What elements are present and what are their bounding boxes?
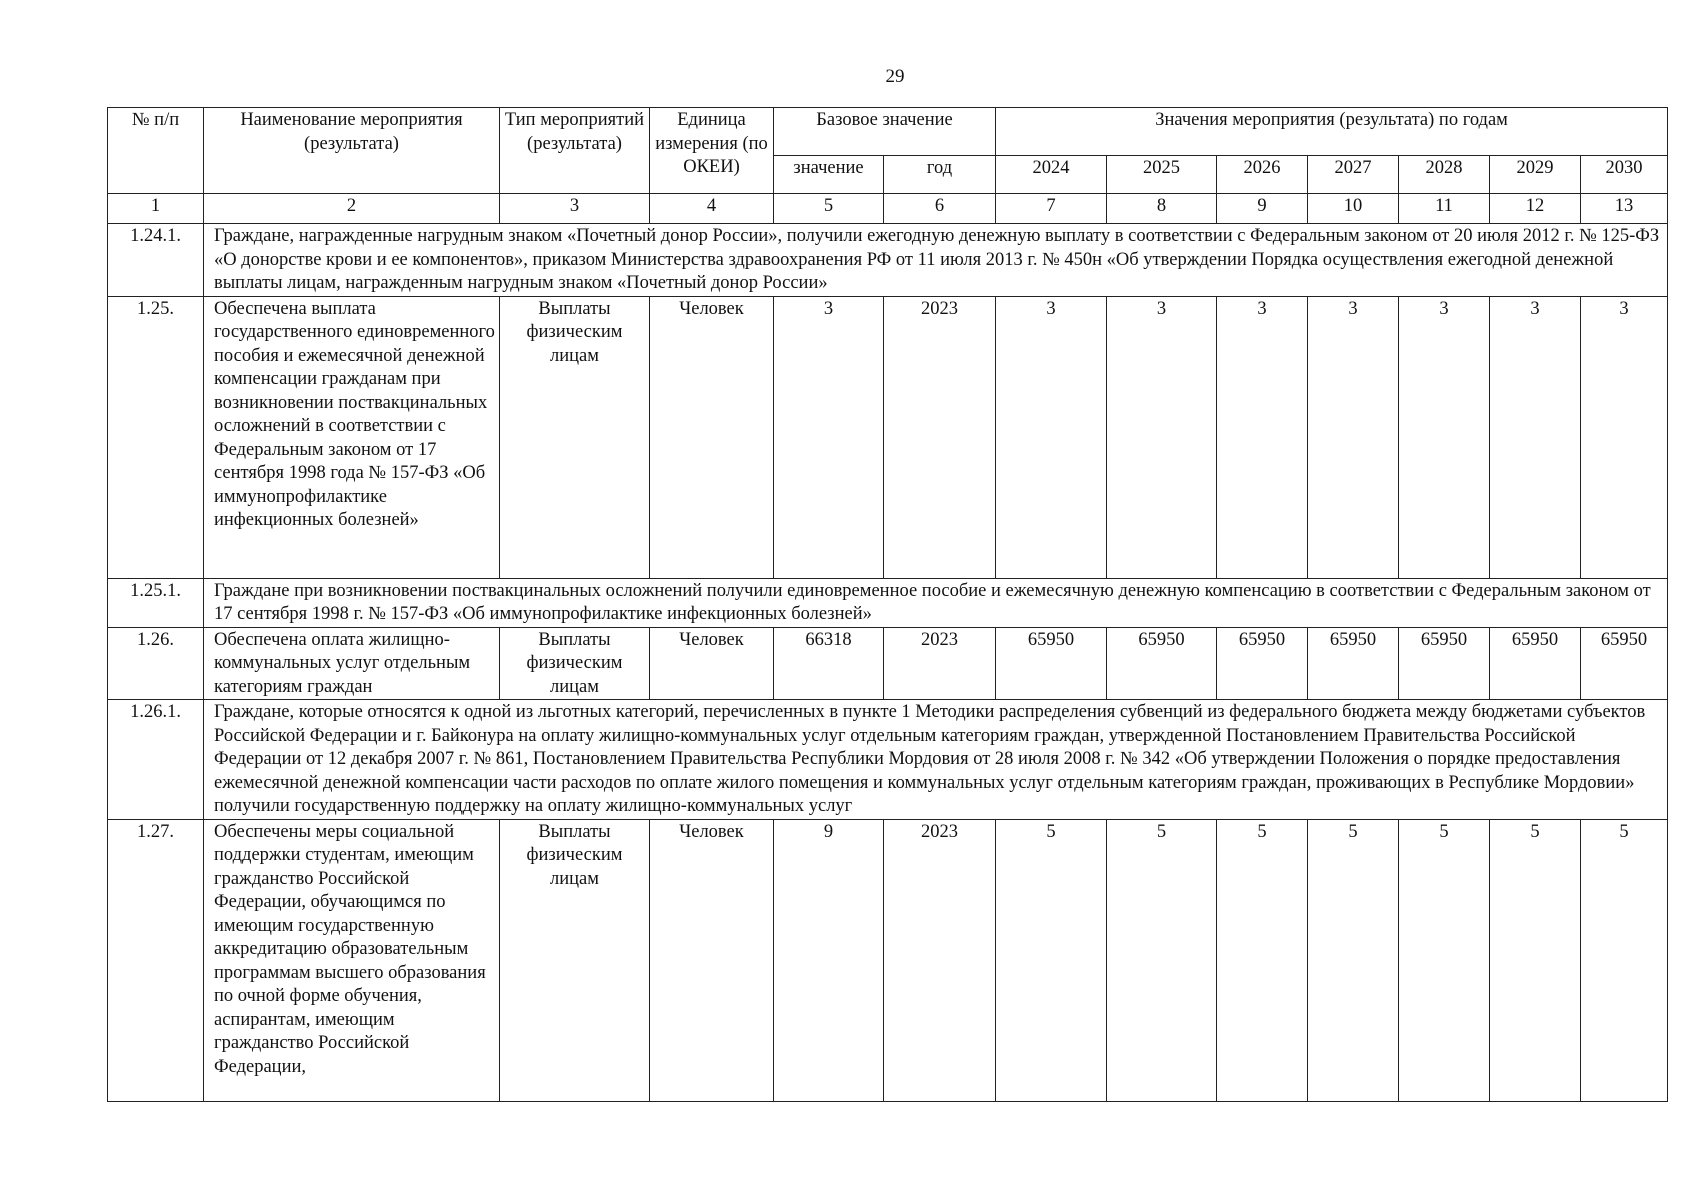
column-number: 7	[996, 194, 1107, 224]
base-value: 66318	[774, 627, 884, 700]
header-year: 2030	[1581, 156, 1668, 194]
column-number: 12	[1490, 194, 1581, 224]
year-value: 5	[1399, 819, 1490, 1101]
row-number: 1.25.	[108, 296, 204, 578]
measure-type: Выплаты физическим лицам	[500, 819, 650, 1101]
year-value: 3	[1107, 296, 1217, 578]
row-number: 1.26.	[108, 627, 204, 700]
column-number: 9	[1217, 194, 1308, 224]
result-description: Граждане, которые относятся к одной из льготных категорий, перечисленных в пункте 1 Методики распределения субвенций из федерального бюджета между бюджетами субъектов Российской Федерации и г. Байконура на оплату жилищно-коммунальных услуг отдельным категориям граждан, утвержденной Постановлением Правительства Российской Федерации от 12 декабря 2007 г. № 861, Постановлением Правительства Республики Мордовия от 28 июля 2008 г. № 342 «Об утверждении Положения о порядке предоставления ежемесячной денежной компенсации части расходов по оплате жилого помещения и коммунальных услуг отдельным категориям граждан, проживающих в Республике Мордовии» получили государственную поддержку на оплату жилищно-коммунальных услуг	[204, 700, 1668, 820]
year-value: 3	[1217, 296, 1308, 578]
header-base-year: год	[884, 156, 996, 194]
header-base: Базовое значение	[774, 108, 996, 156]
measure-unit: Человек	[650, 819, 774, 1101]
result-description: Граждане, награжденные нагрудным знаком «Почетный донор России», получили ежегодную денежную выплату в соответствии с Федеральным законом от 20 июля 2012 г. № 125-ФЗ «О донорстве крови и ее компонентов», приказом Министерства здравоохранения РФ от 11 июля 2013 г. № 450н «Об утверждении Порядка осуществления ежегодной денежной выплаты лицам, награжденным нагрудным знаком «Почетный донор России»	[204, 224, 1668, 297]
header-values: Значения мероприятия (результата) по годам	[996, 108, 1668, 156]
result-description-row	[108, 578, 1668, 627]
year-value: 65950	[1217, 627, 1308, 700]
measure-name: Обеспечены меры социальной поддержки студентам, имеющим гражданство Российской Федерации, обучающимся по имеющим государственную аккредитацию образовательным программам высшего образования по очной форме обучения, аспирантам, имеющим гражданство Российской Федерации,	[204, 819, 500, 1101]
column-number: 8	[1107, 194, 1217, 224]
year-value: 3	[1308, 296, 1399, 578]
measure-unit: Человек	[650, 296, 774, 578]
result-description: Граждане при возникновении поствакцинальных осложнений получили единовременное пособие и ежемесячную денежную компенсацию в соответствии с Федеральным законом от 17 сентября 1998 г. № 157-ФЗ «Об иммунопрофилактике инфекционных болезней»	[204, 578, 1668, 627]
header-year: 2027	[1308, 156, 1399, 194]
page-number: 29	[885, 66, 905, 87]
header-year: 2026	[1217, 156, 1308, 194]
year-value: 5	[1217, 819, 1308, 1101]
measure-row	[108, 819, 1668, 1101]
base-year: 2023	[884, 627, 996, 700]
column-number: 6	[884, 194, 996, 224]
year-value: 3	[1399, 296, 1490, 578]
measure-type: Выплаты физическим лицам	[500, 627, 650, 700]
year-value: 5	[1308, 819, 1399, 1101]
measure-name: Обеспечена выплата государственного единовременного пособия и ежемесячной денежной компенсации гражданам при возникновении поствакцинальных осложнений в соответствии с Федеральным законом от 17 сентября 1998 года № 157-ФЗ «Об иммунопрофилактике инфекционных болезней»	[204, 296, 500, 578]
year-value: 65950	[1581, 627, 1668, 700]
year-value: 3	[1581, 296, 1668, 578]
base-value: 3	[774, 296, 884, 578]
column-number: 3	[500, 194, 650, 224]
row-number: 1.25.1.	[108, 578, 204, 627]
base-year: 2023	[884, 296, 996, 578]
column-number: 1	[108, 194, 204, 224]
header-year: 2024	[996, 156, 1107, 194]
header-type: Тип мероприятий (результата)	[500, 108, 650, 194]
measure-type: Выплаты физическим лицам	[500, 296, 650, 578]
header-year: 2029	[1490, 156, 1581, 194]
header-num: № п/п	[108, 108, 204, 194]
base-value: 9	[774, 819, 884, 1101]
year-value: 65950	[1308, 627, 1399, 700]
year-value: 5	[1581, 819, 1668, 1101]
year-value: 65950	[1107, 627, 1217, 700]
year-value: 3	[1490, 296, 1581, 578]
result-description-row	[108, 224, 1668, 297]
column-number: 5	[774, 194, 884, 224]
row-number: 1.27.	[108, 819, 204, 1101]
column-number: 4	[650, 194, 774, 224]
year-value: 65950	[1490, 627, 1581, 700]
column-number: 13	[1581, 194, 1668, 224]
measure-unit: Человек	[650, 627, 774, 700]
year-value: 65950	[996, 627, 1107, 700]
results-table	[107, 107, 1668, 1102]
year-value: 5	[1490, 819, 1581, 1101]
header-base-value: значение	[774, 156, 884, 194]
year-value: 5	[996, 819, 1107, 1101]
measure-row	[108, 296, 1668, 578]
base-year: 2023	[884, 819, 996, 1101]
header-year: 2025	[1107, 156, 1217, 194]
year-value: 5	[1107, 819, 1217, 1101]
result-description-row	[108, 700, 1668, 820]
column-number: 2	[204, 194, 500, 224]
year-value: 3	[996, 296, 1107, 578]
row-number: 1.26.1.	[108, 700, 204, 820]
header-unit: Единица измерения (по ОКЕИ)	[650, 108, 774, 194]
column-number-row	[108, 194, 1668, 224]
column-number: 11	[1399, 194, 1490, 224]
year-value: 65950	[1399, 627, 1490, 700]
column-number: 10	[1308, 194, 1399, 224]
header-row-top	[108, 108, 1668, 156]
measure-row	[108, 627, 1668, 700]
measure-name: Обеспечена оплата жилищно-коммунальных услуг отдельным категориям граждан	[204, 627, 500, 700]
row-number: 1.24.1.	[108, 224, 204, 297]
header-name: Наименование мероприятия (результата)	[204, 108, 500, 194]
header-year: 2028	[1399, 156, 1490, 194]
